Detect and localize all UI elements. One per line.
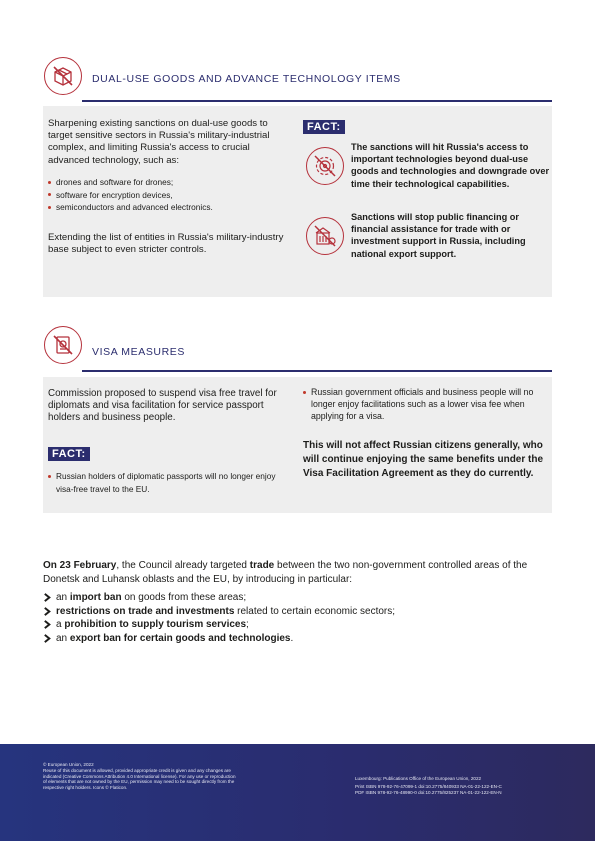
footer: [0, 744, 595, 841]
item-bold: prohibition to supply tourism services: [64, 619, 247, 630]
dual-use-intro: Sharpening existing sanctions on dual-use goods to target sensitive sectors in Russia's military-industrial complex, and limiting Russia's access to crucial advanced technology, such as:: [48, 118, 270, 166]
item-pre: a: [56, 619, 65, 630]
list-item: drones and software for drones;: [48, 176, 293, 189]
list-item: Russian holders of diplomatic passports will no longer enjoy visa-free travel to the EU.: [48, 470, 293, 495]
item-bold: import ban: [69, 592, 122, 603]
dual-use-extending: Extending the list of entities in Russia's military-industry base subject to even stricter controls.: [48, 232, 284, 256]
item-post: related to certain economic sectors;: [234, 605, 396, 617]
list-item: [43, 618, 395, 632]
list-item: semiconductors and advanced electronics.: [48, 201, 293, 214]
item-pre: an: [56, 592, 70, 603]
february-measures-list: [43, 591, 395, 645]
february-text-2: between the two non-government controlled areas of the Donetsk and Luhansk oblasts and the EU, by introducing in particular:: [43, 560, 528, 585]
technology-gear-icon: [306, 147, 344, 185]
isbn-print: Print ISBN 978-92-76-47099-1 doi:10.2775/840933 NA-01-22-122-EN-C: [355, 783, 502, 789]
item-post: on goods from these areas;: [121, 592, 247, 603]
footer-legal: [43, 762, 303, 791]
list-item: software for encryption devices,: [48, 189, 293, 202]
dual-use-bullet-list: [48, 176, 293, 214]
chevron-right-icon: [43, 620, 52, 629]
section-rule: [82, 100, 552, 102]
february-text-1: , the Council already targeted: [116, 560, 250, 571]
finance-building-icon: [306, 217, 344, 255]
february-date: On 23 February: [43, 560, 117, 571]
visa-fact-list: [48, 470, 293, 495]
publisher: Luxembourg: Publications Office of the European Union, 2022: [355, 776, 482, 781]
isbn-pdf: PDF ISBN 978-92-76-48990-0 doi:10.2775/825237 NA-01-22-122-EN-N: [355, 789, 502, 795]
license-line: Reuse of this document is allowed, provided appropriate credit is given and any changes are: [43, 767, 231, 773]
passport-icon: [44, 326, 82, 364]
fact-badge: FACT:: [48, 447, 90, 461]
visa-right-list: [303, 386, 548, 423]
section-rule: [82, 370, 552, 372]
item-bold: export ban for certain goods and technologies: [69, 632, 291, 644]
visa-note: This will not affect Russian citizens generally, who will continue enjoying the same benefits under the Visa Facilitation Agreement as they do currently.: [303, 440, 544, 479]
list-item: Russian government officials and business people will no longer enjoy facilitations such as a lower visa fee when applying for a visa.: [303, 386, 548, 423]
list-item: [43, 591, 395, 605]
license-line: of elements that are not owned by the EU, permission may need to be sought directly from the: [43, 779, 235, 785]
copyright: © European Union, 2022: [43, 762, 94, 767]
chevron-right-icon: [43, 593, 52, 602]
list-item: [43, 632, 395, 646]
section-title-visa: VISA MEASURES: [92, 346, 185, 358]
item-post: .: [290, 632, 294, 644]
fact-financing: Sanctions will stop public financing or financial assistance for trade with or investment support in Russia, including national export support.: [351, 212, 526, 259]
fact-badge: FACT:: [303, 120, 345, 134]
february-paragraph: [43, 559, 553, 587]
license-line: respective right holders. Icons © Flaticon.: [43, 785, 128, 791]
footer-publication: [355, 776, 575, 795]
february-trade: trade: [249, 560, 275, 571]
license-line: indicated (Creative Commons Attribution 4.0 International license). For any use or reproduction: [43, 773, 236, 779]
visa-proposal: Commission proposed to suspend visa free travel for diplomats and visa facilitation for service passport holders and business people.: [48, 388, 277, 424]
section-title-dual-use: DUAL-USE GOODS AND ADVANCE TECHNOLOGY ITEMS: [92, 73, 401, 85]
chevron-right-icon: [43, 634, 52, 643]
item-pre: an: [56, 632, 70, 644]
package-icon: [44, 57, 82, 95]
chevron-right-icon: [43, 607, 52, 616]
fact-technology: The sanctions will hit Russia's access to important technologies beyond dual-use goods and technologies and downgrade over time their technological capabilities.: [351, 142, 550, 189]
item-post: ;: [246, 619, 249, 630]
list-item: [43, 605, 395, 619]
item-bold: restrictions on trade and investments: [56, 605, 235, 617]
